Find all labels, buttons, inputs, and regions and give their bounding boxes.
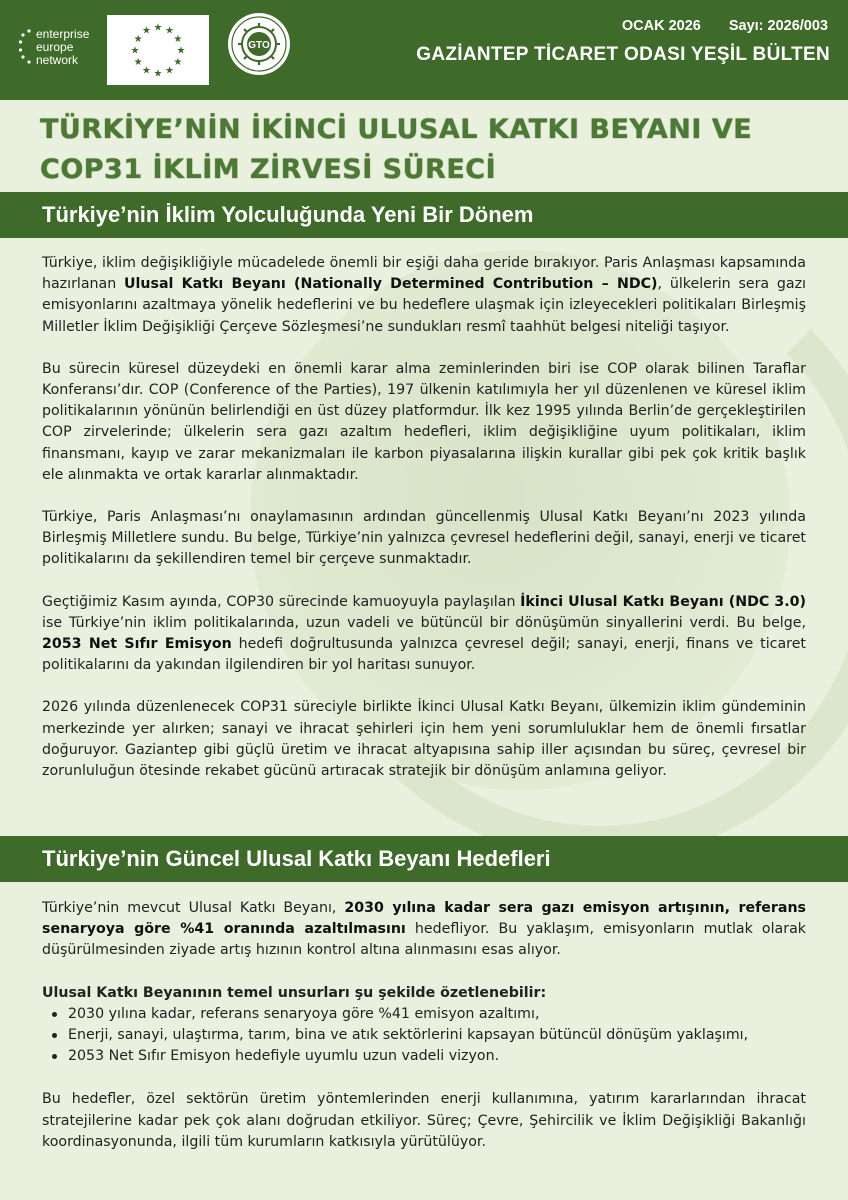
eu-star-icon: ★: [130, 45, 140, 57]
bullet-list: [42, 1004, 806, 1068]
text: hedefliyor. Bu yaklaşım, emisyonların mutlak olarak düşürülmesinden ziyade artış hızının kontrol altına alınmasını esas alıyor.: [42, 921, 806, 959]
bold-text: İkinci Ulusal Katkı Beyanı (NDC 3.0): [520, 593, 807, 610]
eu-star-icon: ★: [133, 34, 143, 45]
text: , ülkelerin sera gazı emisyonlarını azaltmaya yönelik hedeflerini ve bu hedeflere ulaşmak için izleyecekleri politikaları Birleşmiş Milletler İklim Değişikliği Çerçeve Sözleşmesi’ne sundukları resmî taahhüt belgesi niteliği taşıyor.: [42, 276, 806, 335]
paragraph: Bu sürecin küresel düzeydeki en önemli karar alma zeminlerinden biri ise COP olarak bilinen Taraflar Konferansı’dır. COP (Conference of the Parties), 197 ülkenin katılımıyla her yıl düzenlenen ve küresel iklim politikalarının yönünün belirlendiği en üst düzey platformdur. İlk kez 1995 yılında Berlin’de gerçekleştirilen COP zirvelerinde; ülkelerin sera gazı azaltım hedefleri, iklim değişikliğine uyum politikaları, iklim finansmanı, kayıp ve zarar mekanizmaları ile karbon piyasalarına ilişkin kurallar gibi pek çok kritik başlık ele alınmakta ve ortak kararlar alınmaktadır.: [42, 360, 806, 483]
paragraph: [42, 592, 806, 677]
een-logo: [16, 14, 100, 84]
header-bar: [0, 0, 848, 100]
list-item: 2053 Net Sıfır Emisyon hedefiyle uyumlu uzun vadeli vizyon.: [42, 1046, 806, 1067]
eu-star-icon: ★: [176, 45, 186, 57]
paragraph: Türkiye, Paris Anlaşması’nı onaylamasının ardından güncellenmiş Ulusal Katkı Beyanı’nı 2023 yılında Birleşmiş Milletlere sundu. Bu belge, Türkiye’nin yalnızca çevresel hedeflerini değil, sanayi, enerji ve ticaret politikalarını da şekillendiren temel bir çerçeve sunmaktadır.: [42, 509, 806, 568]
paragraph: [42, 253, 806, 338]
eu-star-icon: ★: [142, 65, 151, 77]
eu-star-icon: ★: [133, 57, 143, 68]
eu-star-icon: ★: [153, 68, 163, 80]
eu-stars-icon: [107, 15, 209, 85]
issue-month: OCAK 2026: [621, 18, 701, 34]
section-heading: Türkiye’nin Güncel Ulusal Katkı Beyanı Hedefleri: [42, 846, 551, 871]
list-item: Enerji, sanayi, ulaştırma, tarım, bina ve atık sektörlerini kapsayan bütüncül dönüşüm yaklaşımı,: [42, 1025, 806, 1046]
eu-star-icon: ★: [173, 57, 183, 68]
een-logo-line: enterprise: [36, 27, 90, 41]
paragraph: Bu hedefler, özel sektörün üretim yöntemlerinden enerji kullanımına, yatırım kararlarından ihracat stratejilerine kadar pek çok alanı doğrudan etkiliyor. Süreç; Çevre, Şehircilik ve İklim Değişikliği Bakanlığı koordinasyonunda, ilgili tüm kurumların katkısıyla yürütülüyor.: [42, 1091, 806, 1150]
bold-text: 2030 yılına kadar sera gazı emisyon artışının, referans senaryoya göre %41 oranında azaltılmasını: [42, 900, 806, 938]
een-logo-line: network: [36, 53, 79, 67]
paragraph: 2026 yılında düzenlenecek COP31 süreciyle birlikte İkinci Ulusal Katkı Beyanı, ülkemizin iklim gündeminin merkezinde yer alırken; sanayi ve ihracat şehirleri için hem yeni sorumluluklar hem de önemli fırsatlar doğuruyor. Gaziantep gibi güçlü üretim ve ihracat altyapısına sahip iller açısından bu süreç, çevresel bir zorunluluğun ötesinde rekabet gücünü artıracak stratejik bir dönüşüm anlamına geliyor.: [42, 699, 806, 780]
text: Türkiye, iklim değişikliğiyle mücadelede önemli bir eşiği daha geride bırakıyor. Paris Anlaşması kapsamında hazırlanan: [42, 255, 806, 293]
section-heading-bar: [0, 836, 848, 882]
page-title: [40, 110, 820, 190]
svg-text:GTO: GTO: [248, 40, 270, 51]
list-title: Ulusal Katkı Beyanının temel unsurları şu şekilde özetlenebilir:: [42, 984, 547, 1001]
page-title-line: TÜRKİYE’NİN İKİNCİ ULUSAL KATKI BEYANI VE: [40, 114, 753, 145]
text: Geçtiğimiz Kasım ayında, COP30 sürecinde kamuoyuyla paylaşılan: [42, 593, 521, 610]
paragraph: [42, 898, 806, 962]
bulletin-title: GAZİANTEP TİCARET ODASI YEŞİL BÜLTEN: [416, 44, 830, 65]
issue-info: [622, 18, 828, 34]
een-logo-line: europe: [36, 40, 74, 54]
list-item: 2030 yılına kadar, referans senaryoya göre %41 emisyon azaltımı,: [42, 1004, 806, 1025]
eu-star-icon: ★: [142, 25, 151, 37]
section-heading-bar: [0, 192, 848, 238]
bold-text: Ulusal Katkı Beyanı (Nationally Determined Contribution – NDC): [124, 276, 658, 293]
eu-star-icon: ★: [165, 65, 174, 77]
eu-star-icon: ★: [173, 34, 183, 45]
text: hedefi doğrultusunda yalnızca çevresel değil; sanayi, enerji, finans ve ticaret politikalarını da yakından ilgilendiren bir yol haritası sunuyor.: [42, 636, 806, 674]
section2-body: [42, 898, 806, 1174]
page-title-line: COP31 İKLİM ZİRVESİ SÜRECİ: [40, 154, 497, 185]
eu-flag-logo: [107, 15, 209, 85]
section-heading: Türkiye’nin İklim Yolculuğunda Yeni Bir Dönem: [42, 202, 534, 227]
section1-body: [42, 253, 806, 803]
bold-text: 2053 Net Sıfır Emisyon: [42, 636, 232, 653]
text: Türkiye’nin mevcut Ulusal Katkı Beyanı,: [42, 900, 345, 916]
eu-star-icon: ★: [153, 22, 163, 34]
text: ise Türkiye’nin iklim politikalarında, uzun vadeli ve bütüncül bir dönüşümün sinyallerini verdi. Bu belge,: [42, 614, 806, 631]
gto-seal-icon: [226, 11, 292, 77]
issue-number: Sayı: 2026/003: [728, 18, 828, 34]
eu-star-icon: ★: [165, 25, 174, 37]
gto-seal-logo: [226, 11, 292, 77]
